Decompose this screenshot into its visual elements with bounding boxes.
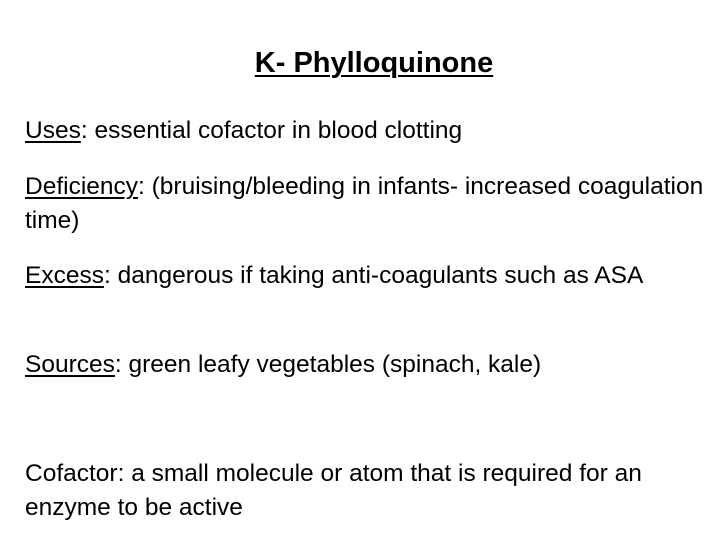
excess-term: Excess — [25, 262, 104, 289]
slide-title — [0, 44, 720, 82]
deficiency-line — [25, 170, 705, 238]
sources-term: Sources — [25, 351, 115, 378]
sources-line — [25, 348, 705, 382]
cofactor-note: Cofactor: a small molecule or atom that is required for an enzyme to be active — [25, 460, 642, 521]
uses-term: Uses — [25, 117, 81, 144]
uses-line — [25, 114, 705, 148]
excess-text: : dangerous if taking anti-coagulants such as ASA — [103, 262, 644, 289]
uses-text: : essential cofactor in blood clotting — [80, 117, 463, 144]
slide-title-text: K- Phylloquinone — [254, 47, 494, 79]
deficiency-term: Deficiency — [25, 173, 139, 200]
excess-line — [25, 259, 705, 293]
sources-text: : green leafy vegetables (spinach, kale) — [114, 351, 542, 378]
deficiency-text: : (bruising/bleeding in infants- increased coagulation time) — [25, 173, 704, 234]
